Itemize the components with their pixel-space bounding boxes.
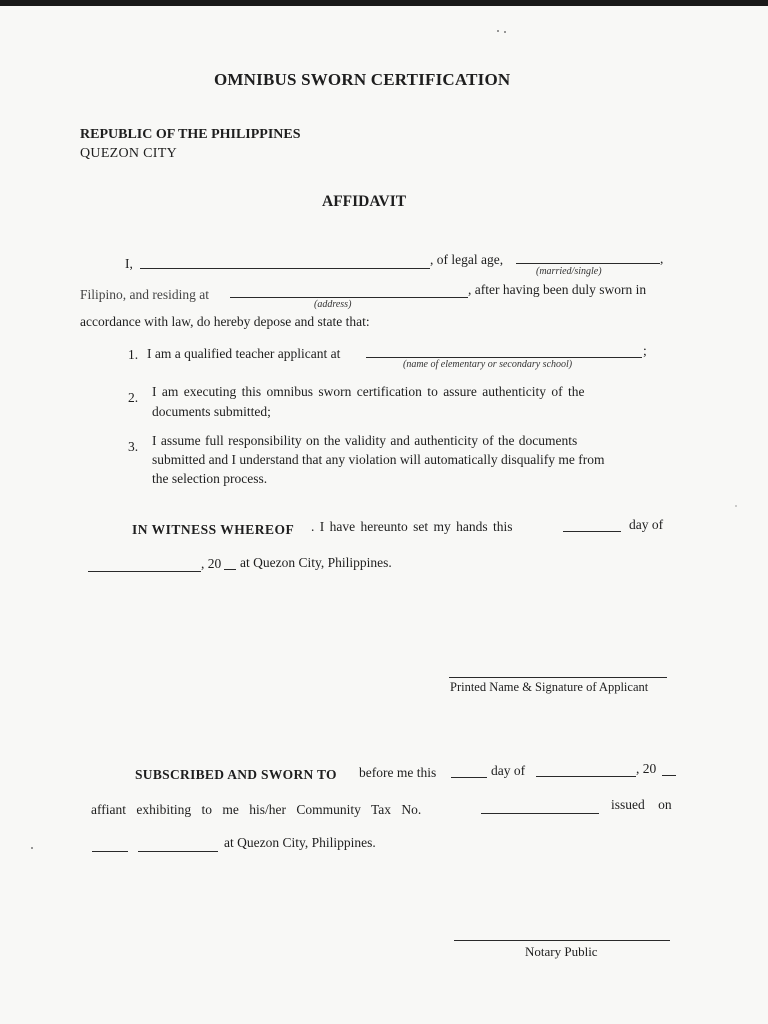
witness-place: at Quezon City, Philippines. xyxy=(240,555,392,570)
item-2-line-1: I am executing this omnibus sworn certification to assure authenticity of the xyxy=(152,384,585,399)
scan-speck xyxy=(504,31,506,33)
witness-year-blank[interactable] xyxy=(224,569,236,570)
witness-lead: IN WITNESS WHEREOF xyxy=(132,522,295,537)
issued-date-blank-2[interactable] xyxy=(138,851,218,852)
subscribed-place: at Quezon City, Philippines. xyxy=(224,835,376,850)
intro-accordance: accordance with law, do hereby depose and state that: xyxy=(80,314,370,329)
address-blank[interactable] xyxy=(230,297,468,298)
subscribed-lead: SUBSCRIBED AND SWORN TO xyxy=(135,767,337,782)
item-2-number: 2. xyxy=(128,390,139,405)
married-single-caption: (married/single) xyxy=(536,266,602,277)
item-3-number: 3. xyxy=(128,439,139,454)
witness-year: , 20 xyxy=(201,556,222,571)
name-blank[interactable] xyxy=(140,268,430,269)
subscribed-year: , 20 xyxy=(636,761,657,776)
subscribed-month-blank[interactable] xyxy=(536,776,636,777)
witness-day-blank[interactable] xyxy=(563,531,621,532)
school-blank[interactable] xyxy=(366,357,642,358)
subscribed-before: before me this xyxy=(359,765,437,780)
scan-speck xyxy=(31,847,33,849)
subscribed-issued-on: issued on xyxy=(611,797,672,812)
intro-filipino: Filipino, and residing at xyxy=(80,287,209,302)
scan-speck xyxy=(497,30,499,32)
witness-rest: . I have hereunto set my hands this xyxy=(311,519,513,534)
subscribed-year-blank[interactable] xyxy=(662,775,676,776)
intro-after-sworn: , after having been duly sworn in xyxy=(468,282,647,297)
subscribed-day-of: day of xyxy=(491,763,526,778)
applicant-signature-line[interactable] xyxy=(449,677,667,678)
notary-caption: Notary Public xyxy=(525,944,598,959)
scan-speck xyxy=(735,505,737,507)
item-3-line-1: I assume full responsibility on the validity and authenticity of the documents xyxy=(152,433,578,448)
witness-day-of: day of xyxy=(629,517,664,532)
affidavit-heading: AFFIDAVIT xyxy=(322,193,407,210)
address-caption: (address) xyxy=(314,299,352,310)
city-label: QUEZON CITY xyxy=(80,146,178,161)
intro-i: I, xyxy=(125,256,133,271)
item-2-line-2: documents submitted; xyxy=(152,404,271,419)
scan-edge xyxy=(0,0,768,6)
school-caption: (name of elementary or secondary school) xyxy=(403,359,573,370)
item-1-text: I am a qualified teacher applicant at xyxy=(147,346,341,361)
subscribed-affiant: affiant exhibiting to me his/her Community Tax No. xyxy=(91,802,422,817)
notary-signature-line[interactable] xyxy=(454,940,670,941)
applicant-signature-caption: Printed Name & Signature of Applicant xyxy=(450,680,649,694)
intro-comma: , xyxy=(660,251,664,266)
item-1-number: 1. xyxy=(128,347,139,362)
subscribed-day-blank[interactable] xyxy=(451,777,487,778)
community-tax-blank[interactable] xyxy=(481,813,599,814)
civil-status-blank[interactable] xyxy=(516,263,660,264)
item-3-line-3: the selection process. xyxy=(152,471,268,486)
document-title: OMNIBUS SWORN CERTIFICATION xyxy=(214,70,511,89)
issued-date-blank-1[interactable] xyxy=(92,851,128,852)
intro-legal-age: , of legal age, xyxy=(430,252,504,267)
republic-label: REPUBLIC OF THE PHILIPPINES xyxy=(80,127,301,142)
witness-month-blank[interactable] xyxy=(88,571,201,572)
item-1-end: ; xyxy=(643,343,647,358)
item-3-line-2: submitted and I understand that any violation will automatically disqualify me from xyxy=(152,452,605,467)
